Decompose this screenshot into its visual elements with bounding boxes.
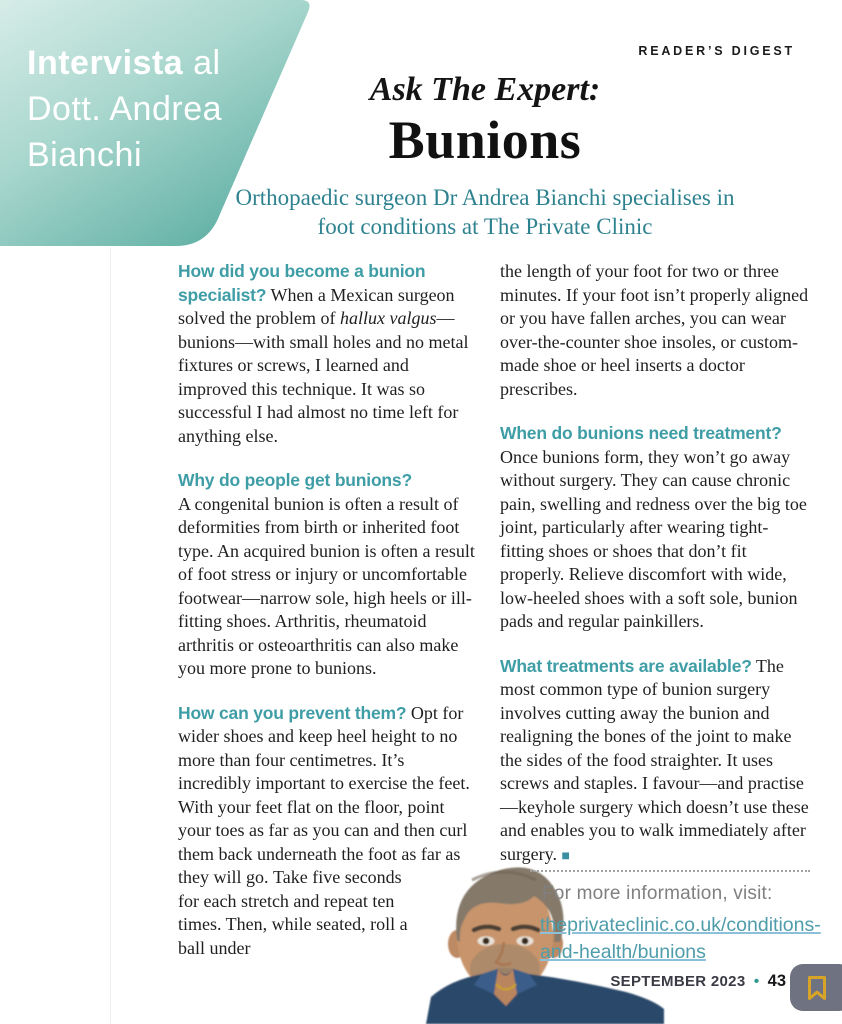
footer xyxy=(610,972,786,991)
article-column-right xyxy=(500,260,812,889)
end-of-article-marker: ■ xyxy=(561,848,570,864)
qa-answer: —bunions—with small holes and no metal fixtures or screws, I learned and improved this technique. It was so successful I had almost no time left for anything else. xyxy=(178,308,469,446)
badge-title: Intervista al Dott. Andrea Bianchi xyxy=(27,44,223,174)
bullet-separator: • xyxy=(753,973,760,990)
qa-question: What treatments are available? xyxy=(500,655,752,676)
qa-answer: Once bunions form, they won’t go away without surgery. They can cause chronic pain, swelling and redness over the big toe joint, particularly after wearing tight-fitting shoes or shoes that don’t fit properly. Relieve discomfort with wide, low-heeled shoes with a soft sole, bunion pads and regular painkillers. xyxy=(500,446,807,631)
qa-answer: Take five seconds for each stretch and repeat ten times. Then, while seated, roll a ball under xyxy=(178,867,408,958)
info-link[interactable]: theprivateclinic.co.uk/conditions- and-health/bunions xyxy=(540,914,821,963)
qa-answer: A congenital bunion is often a result of deformities from birth or inherited foot type. An acquired bunion is often a result of foot stress or injury or uncomfortable footwear—narrow sole, high heels or ill-fitting shoes. Arthritis, rheumatoid arthritis or osteoarthritis can also make you more prone to bunions. xyxy=(178,493,475,678)
bookmark-button[interactable] xyxy=(790,964,842,1011)
qa-answer: The most common type of bunion surgery involves cutting away the bunion and realigning the bones of the joint to make the sides of the food straighter. It uses screws and staples. I favour—and practise—keyhole surgery which doesn’t use these and enables you to walk immediately after surgery. xyxy=(500,655,809,864)
article-subtitle: Orthopaedic surgeon Dr Andrea Bianchi specialises in foot conditions at The Private Clinic xyxy=(235,185,735,239)
masthead: READER’S DIGEST xyxy=(638,44,795,58)
qa-answer: Opt for wider shoes and keep heel height to no more than four centimetres. It’s incredibly important to exercise the feet. With your feet flat on the floor, point your toes as far as you can and then curl them back underneath the foot as far as they will go. xyxy=(178,702,470,887)
issue-date: SEPTEMBER 2023 xyxy=(610,973,746,990)
qa-question: Why do people get bunions? xyxy=(178,470,412,490)
article-kicker: Ask The Expert: xyxy=(369,71,601,108)
qa-block xyxy=(500,655,812,869)
qa-question: How can you prevent them? xyxy=(178,702,407,723)
qa-block xyxy=(500,260,812,401)
badge-word-intervista: Intervista xyxy=(27,44,184,82)
qa-answer: When a Mexican surgeon solved the problem of xyxy=(178,284,455,328)
qa-block xyxy=(178,469,480,681)
qa-block xyxy=(500,422,812,634)
qa-question: When do bunions need treatment? xyxy=(500,423,782,443)
qa-question: How did you become a bunion specialist? xyxy=(178,261,426,305)
qa-answer-italic: hallux valgus xyxy=(339,308,437,328)
info-intro: For more information, visit: xyxy=(542,883,773,904)
page-number: 43 xyxy=(767,972,786,990)
qa-answer: the length of your foot for two or three minutes. If your foot isn’t properly aligned or you have fallen arches, you can wear over-the-counter shoe insoles, or custom-made shoe or heel inserts a doctor prescribes. xyxy=(500,261,809,399)
bookmark-icon xyxy=(807,975,827,1001)
qa-block xyxy=(178,260,480,448)
page-title: Bunions xyxy=(388,110,582,170)
info-box xyxy=(530,870,821,966)
page-edge-line xyxy=(110,248,111,1024)
article-header xyxy=(131,70,839,241)
